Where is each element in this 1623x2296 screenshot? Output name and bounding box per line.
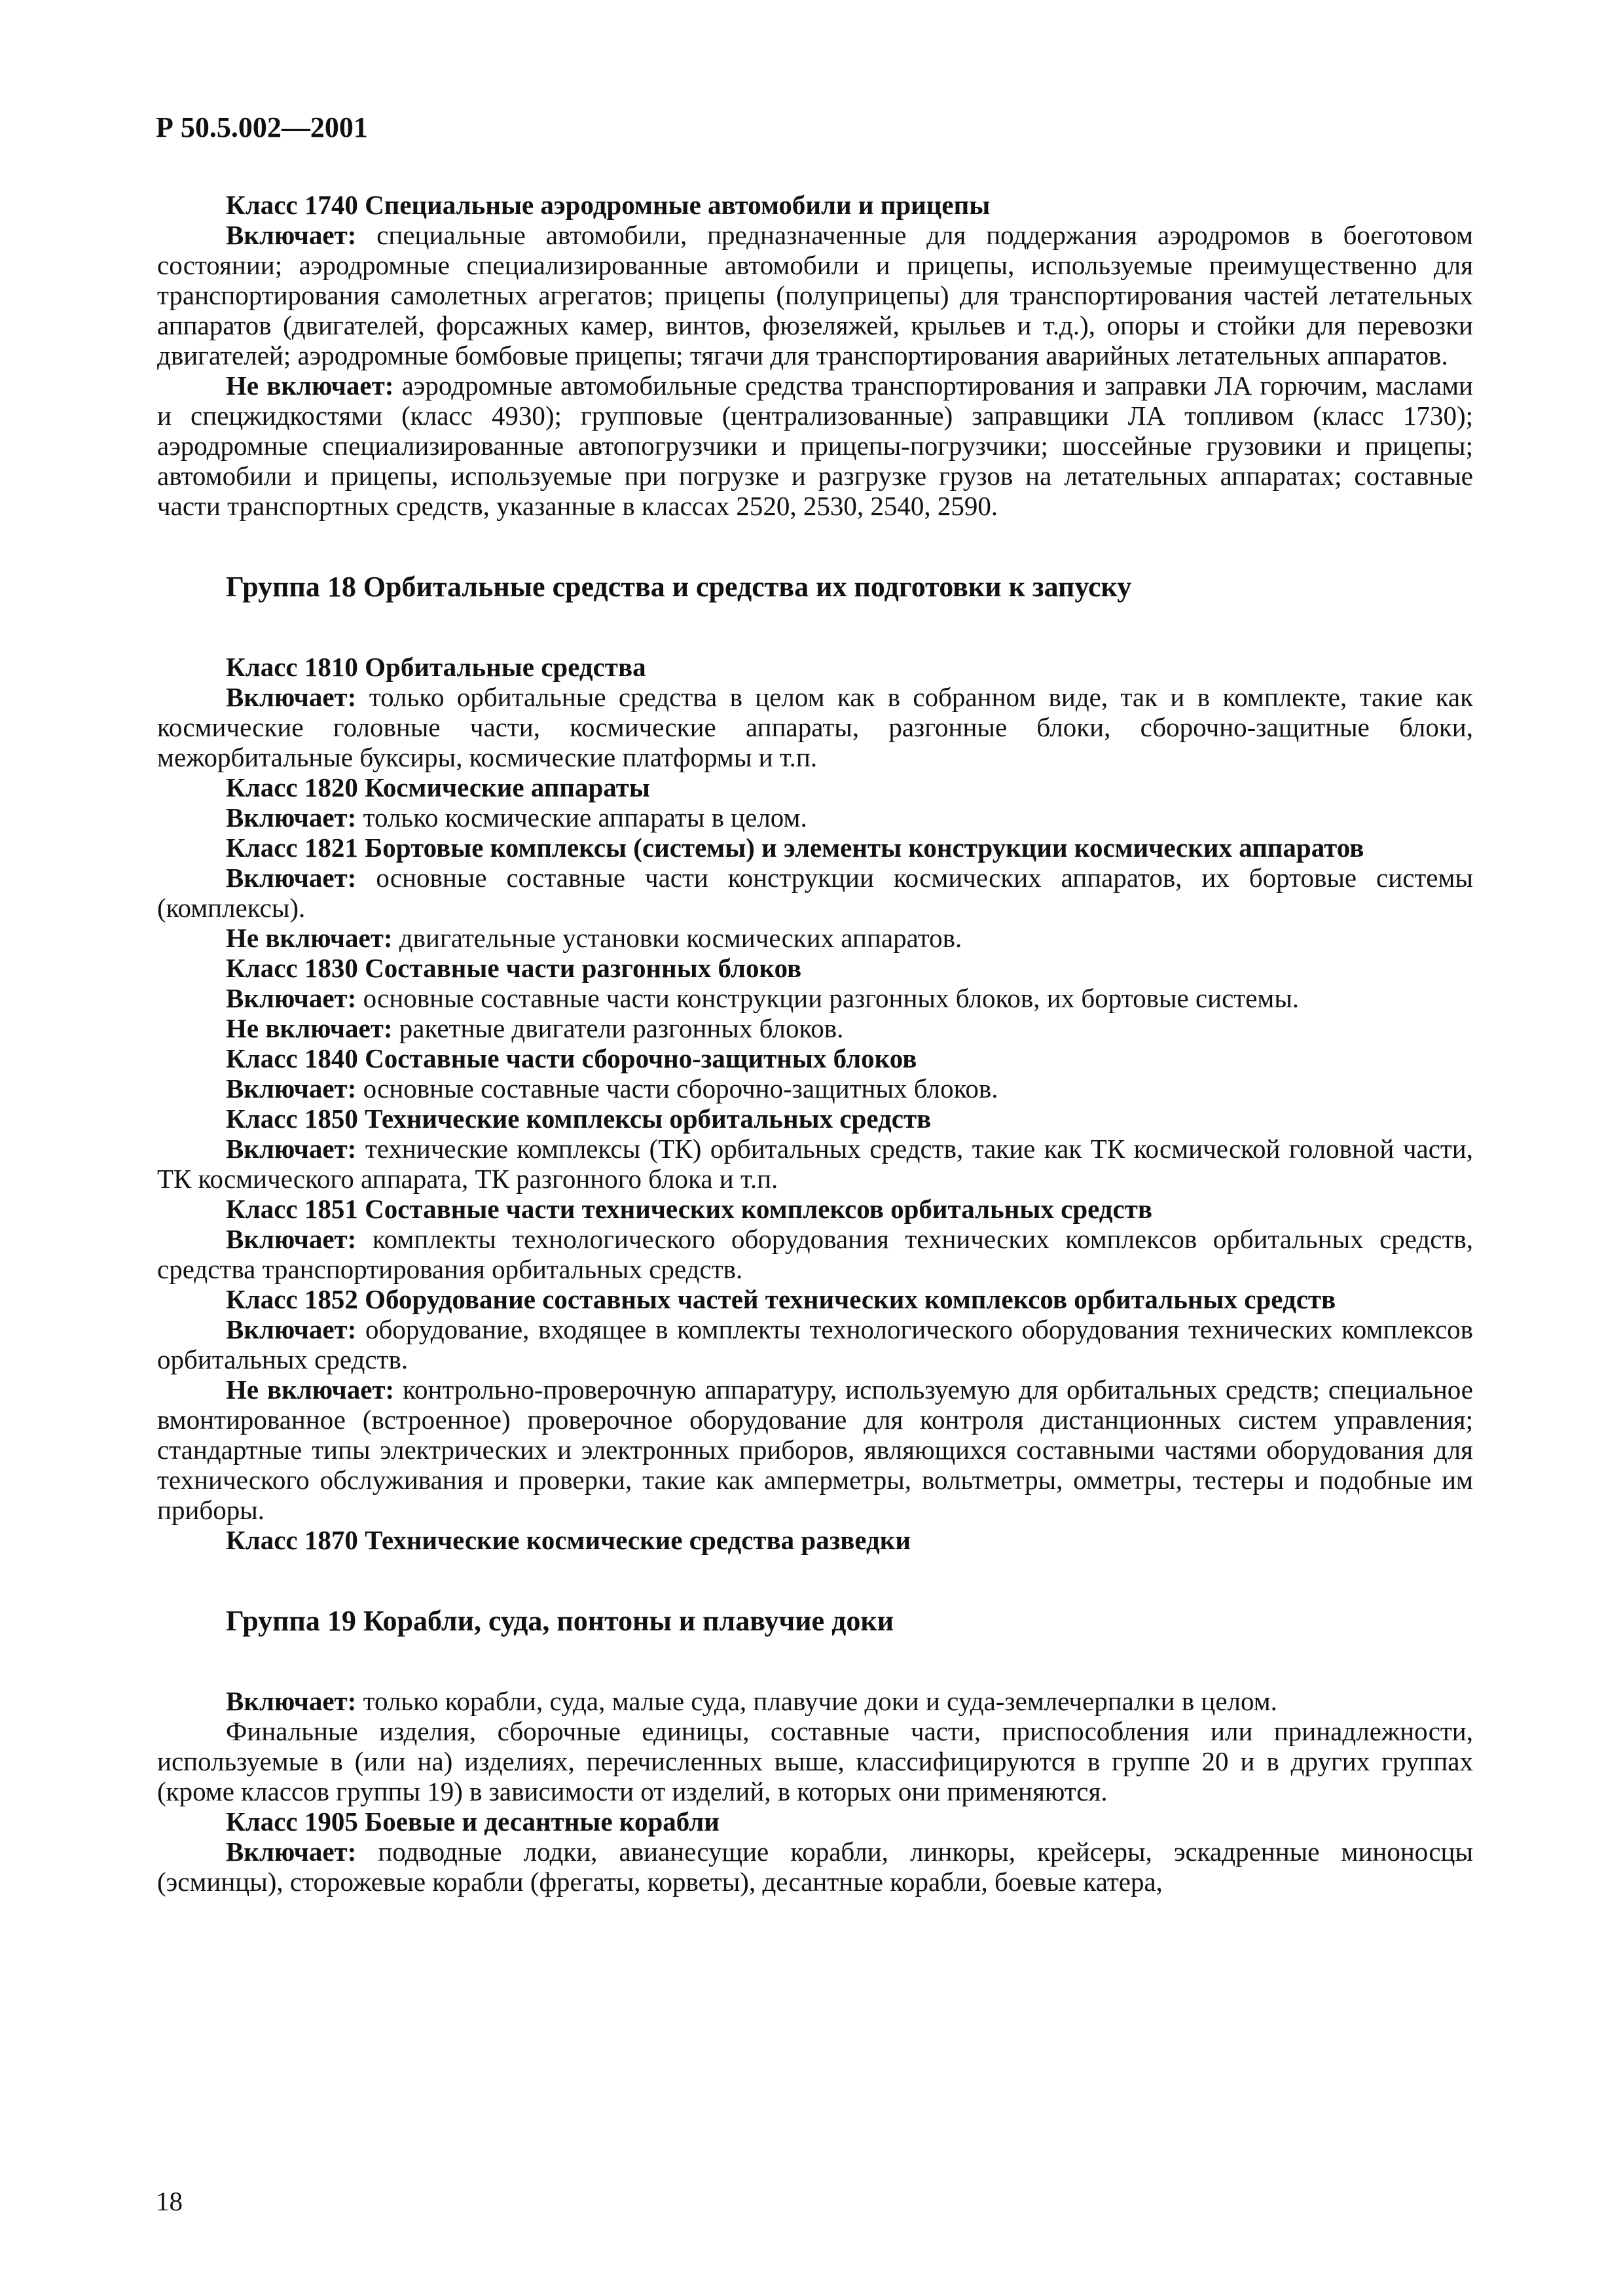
- class-1852-includes: [157, 1314, 1473, 1374]
- group-19-includes-text: только корабли, суда, малые суда, плавучие доки и суда-землечерпалки в целом.: [363, 1686, 1277, 1716]
- class-1740-includes: [157, 220, 1473, 370]
- class-1850-includes: [157, 1134, 1473, 1194]
- includes-label: Включает:: [226, 682, 357, 712]
- class-1830-excludes-text: ракетные двигатели разгонных блоков.: [399, 1013, 844, 1043]
- class-1821-includes-text: основные составные части конструкции космических аппаратов, их бортовые системы (комплексы).: [157, 863, 1473, 923]
- class-1851-title: Класс 1851 Составные части технических комплексов орбитальных средств: [226, 1194, 1153, 1224]
- class-1852-includes-text: оборудование, входящее в комплекты технологического оборудования технических комплексов орбитальных средств.: [157, 1314, 1473, 1374]
- class-1821-title: Класс 1821 Бортовые комплексы (системы) и элементы конструкции космических аппаратов: [226, 833, 1364, 863]
- class-1821-excludes-text: двигательные установки космических аппаратов.: [399, 923, 962, 953]
- group-19-note: Финальные изделия, сборочные единицы, составные части, приспособления или принадлежности, используемые в (или на) изделиях, перечисленных выше, классифицируются в группе 20 и в других группах (кроме классов группы 19) в зависимости от изделий, в которых они применяются.: [157, 1716, 1473, 1806]
- class-1850-title: Класс 1850 Технические комплексы орбитальных средств: [226, 1103, 932, 1134]
- class-1851-includes-text: комплекты технологического оборудования технических комплексов орбитальных средств, средства транспортирования орбитальных средств.: [157, 1224, 1474, 1284]
- class-1830-excludes: [157, 1013, 1473, 1043]
- class-1740-includes-text: специальные автомобили, предназначенные для поддержания аэродромов в боеготовом состоянии; аэродромные специализированные автомобили и прицепы, используемые преимущественно для транспортирования самолетных агрегатов; прицепы (полуприцепы) для транспортирования частей летательных аппаратов (двигателей, форсажных камер, винтов, фюзеляжей, крыльев и т.д.), опоры и стойки для перевозки двигателей; аэродромные бомбовые прицепы; тягачи для транспортирования аварийных летательных аппаратов.: [157, 220, 1473, 370]
- group-18-title: Группа 18 Орбитальные средства и средства их подготовки к запуску: [226, 571, 1132, 603]
- excludes-label: Не включает:: [226, 1374, 395, 1405]
- class-1850-includes-text: технические комплексы (ТК) орбитальных средств, такие как ТК космической головной части, ТК космического аппарата, ТК разгонного блока и т.п.: [157, 1134, 1473, 1194]
- excludes-label: Не включает:: [226, 370, 394, 401]
- group-19-title: Группа 19 Корабли, суда, понтоны и плавучие доки: [226, 1605, 894, 1637]
- class-1740-excludes: [157, 370, 1473, 521]
- includes-label: Включает:: [226, 1314, 357, 1344]
- class-1905-includes: [157, 1837, 1473, 1897]
- class-1821-excludes: [157, 923, 1473, 953]
- class-1852-title: Класс 1852 Оборудование составных частей технических комплексов орбитальных средств: [226, 1284, 1336, 1314]
- includes-label: Включает:: [226, 983, 357, 1013]
- class-1820-includes-text: только космические аппараты в целом.: [363, 802, 807, 833]
- class-1830-includes-text: основные составные части конструкции разгонных блоков, их бортовые системы.: [363, 983, 1300, 1013]
- includes-label: Включает:: [226, 1686, 357, 1716]
- class-1905-title: Класс 1905 Боевые и десантные корабли: [226, 1806, 720, 1837]
- class-1810-title: Класс 1810 Орбитальные средства: [226, 652, 646, 682]
- class-1840-includes-text: основные составные части сборочно-защитных блоков.: [363, 1073, 998, 1103]
- page-number: 18: [156, 2186, 183, 2216]
- excludes-label: Не включает:: [226, 923, 393, 953]
- class-1830-title: Класс 1830 Составные части разгонных блоков: [226, 953, 802, 983]
- class-1840-includes: [157, 1073, 1473, 1103]
- includes-label: Включает:: [226, 863, 357, 893]
- class-1852-excludes-text: контрольно-проверочную аппаратуру, используемую для орбитальных средств; специальное вмонтированное (встроенное) проверочное оборудование для контроля дистанционных систем управления; стандартные типы электрических и электронных приборов, являющихся составными частями оборудования для технического обслуживания и проверки, такие как амперметры, вольтметры, омметры, тестеры и подобные им приборы.: [157, 1374, 1473, 1525]
- includes-label: Включает:: [226, 1837, 357, 1867]
- class-1740-excludes-text: аэродромные автомобильные средства транспортирования и заправки ЛА горючим, маслами и спецжидкостями (класс 4930); групповые (централизованные) заправщики ЛА топливом (класс 1730); аэродромные специализированные автопогрузчики и прицепы-погрузчики; шоссейные грузовики и прицепы; автомобили и прицепы, используемые при погрузке и разгрузке грузов на летательных аппаратах; составные части транспортных средств, указанные в классах 2520, 2530, 2540, 2590.: [157, 370, 1473, 521]
- class-1905-includes-text: подводные лодки, авианесущие корабли, линкоры, крейсеры, эскадренные миноносцы (эсминцы), сторожевые корабли (фрегаты, корветы), десантные корабли, боевые катера,: [157, 1837, 1474, 1897]
- class-1830-includes: [157, 983, 1473, 1013]
- document-header: Р 50.5.002—2001: [156, 111, 368, 143]
- excludes-label: Не включает:: [226, 1013, 393, 1043]
- class-1740-title: Класс 1740 Специальные аэродромные автомобили и прицепы: [226, 190, 991, 220]
- includes-label: Включает:: [226, 1134, 357, 1164]
- group-19-includes: [157, 1686, 1473, 1716]
- document-body: [157, 190, 1473, 1897]
- includes-label: Включает:: [226, 802, 357, 833]
- class-1870-title: Класс 1870 Технические космические средства разведки: [226, 1525, 911, 1555]
- includes-label: Включает:: [226, 1073, 357, 1103]
- class-1851-includes: [157, 1224, 1473, 1284]
- class-1810-includes-text: только орбитальные средства в целом как в собранном виде, так и в комплекте, такие как космические головные части, космические аппараты, разгонные блоки, сборочно-защитные блоки, межорбитальные буксиры, космические платформы и т.п.: [157, 682, 1473, 772]
- class-1810-includes: [157, 682, 1473, 772]
- class-1821-includes: [157, 863, 1473, 923]
- class-1840-title: Класс 1840 Составные части сборочно-защитных блоков: [226, 1043, 917, 1073]
- class-1820-includes: [157, 802, 1473, 833]
- class-1852-excludes: [157, 1374, 1473, 1525]
- includes-label: Включает:: [226, 1224, 357, 1254]
- includes-label: Включает:: [226, 220, 357, 250]
- class-1820-title: Класс 1820 Космические аппараты: [226, 772, 650, 802]
